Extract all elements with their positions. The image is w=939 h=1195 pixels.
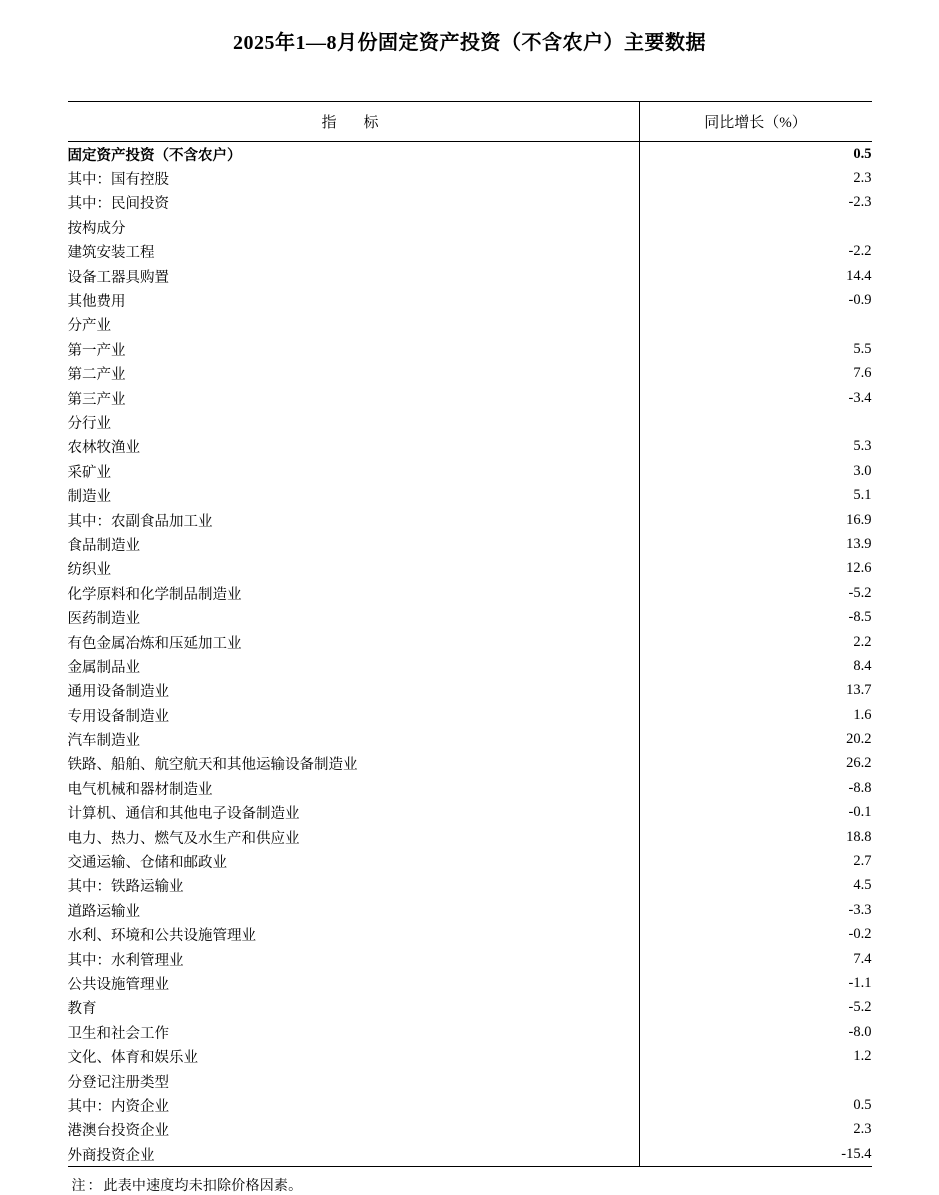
row-value: -8.8	[848, 779, 872, 796]
row-label: 通用设备制造业	[68, 679, 640, 703]
table-row	[68, 1069, 872, 1093]
row-label: 外商投资企业	[68, 1142, 640, 1167]
table-row	[68, 435, 872, 459]
row-value	[639, 215, 872, 239]
table-row	[68, 313, 872, 337]
row-value: 26.2	[846, 755, 872, 772]
row-value: -2.2	[848, 243, 872, 260]
table-row	[68, 630, 872, 654]
row-label: 道路运输业	[68, 898, 640, 922]
table-row	[68, 947, 872, 971]
row-label: 化学原料和化学制品制造业	[68, 581, 640, 605]
row-value: 7.4	[853, 950, 872, 967]
row-value: 16.9	[846, 511, 872, 528]
table-row	[68, 996, 872, 1020]
table-note	[68, 1167, 872, 1195]
row-value: 5.5	[853, 340, 872, 357]
data-table-container	[68, 101, 872, 1167]
table-row	[68, 1118, 872, 1142]
row-value: 2.3	[853, 170, 872, 187]
table-row	[68, 849, 872, 873]
row-label: 设备工器具购置	[68, 264, 640, 288]
row-label: 固定资产投资（不含农户）	[68, 142, 640, 167]
row-value: 4.5	[853, 877, 872, 894]
table-row	[68, 386, 872, 410]
table-row	[68, 532, 872, 556]
row-value: 7.6	[853, 365, 872, 382]
row-value: -3.4	[848, 389, 872, 406]
row-value: 2.7	[853, 853, 872, 870]
fixed-asset-investment-table	[68, 101, 872, 1167]
row-label: 其中：内资企业	[68, 1093, 640, 1117]
row-label: 文化、体育和娱乐业	[68, 1044, 640, 1068]
row-value: 14.4	[846, 267, 872, 284]
table-header-row	[68, 102, 872, 142]
table-row	[68, 801, 872, 825]
row-value	[639, 1069, 872, 1093]
table-row	[68, 1044, 872, 1068]
row-label: 采矿业	[68, 459, 640, 483]
row-value	[639, 313, 872, 337]
row-label: 纺织业	[68, 557, 640, 581]
row-label: 港澳台投资企业	[68, 1118, 640, 1142]
table-row	[68, 337, 872, 361]
row-value: -3.3	[848, 901, 872, 918]
column-header-indicator: 指 标	[68, 102, 640, 142]
row-value: -5.2	[848, 584, 872, 601]
row-label: 第一产业	[68, 337, 640, 361]
row-value: 13.9	[846, 535, 872, 552]
table-row	[68, 264, 872, 288]
table-row	[68, 727, 872, 751]
row-value: 1.6	[853, 706, 872, 723]
note-text: 此表中速度均未扣除价格因素。	[103, 1179, 303, 1195]
table-row	[68, 825, 872, 849]
row-value: 20.2	[846, 731, 872, 748]
table-row	[68, 581, 872, 605]
table-row	[68, 215, 872, 239]
table-row	[68, 1020, 872, 1044]
table-row	[68, 752, 872, 776]
table-row	[68, 605, 872, 629]
table-row	[68, 898, 872, 922]
table-row	[68, 971, 872, 995]
row-value: -5.2	[848, 999, 872, 1016]
row-label: 其中：农副食品加工业	[68, 508, 640, 532]
row-value: 8.4	[853, 657, 872, 674]
row-value: -2.3	[848, 194, 872, 211]
row-value: 5.1	[853, 487, 872, 504]
table-row	[68, 923, 872, 947]
row-label: 农林牧渔业	[68, 435, 640, 459]
row-label: 其中：民间投资	[68, 191, 640, 215]
row-value: -8.5	[848, 609, 872, 626]
row-value: -1.1	[848, 974, 872, 991]
row-label: 计算机、通信和其他电子设备制造业	[68, 801, 640, 825]
row-label: 汽车制造业	[68, 727, 640, 751]
row-label: 教育	[68, 996, 640, 1020]
row-value: -8.0	[848, 1023, 872, 1040]
table-row	[68, 703, 872, 727]
row-value: -0.2	[848, 926, 872, 943]
row-label: 交通运输、仓储和邮政业	[68, 849, 640, 873]
row-value: 13.7	[846, 682, 872, 699]
row-label: 分登记注册类型	[68, 1069, 640, 1093]
row-value: 0.5	[853, 145, 872, 162]
row-value: 2.3	[853, 1121, 872, 1138]
row-label: 铁路、船舶、航空航天和其他运输设备制造业	[68, 752, 640, 776]
row-label: 建筑安装工程	[68, 240, 640, 264]
row-label: 按构成分	[68, 215, 640, 239]
row-value: -0.1	[848, 804, 872, 821]
table-row	[68, 776, 872, 800]
table-row	[68, 654, 872, 678]
table-row	[68, 557, 872, 581]
table-row	[68, 679, 872, 703]
row-value: 12.6	[846, 560, 872, 577]
row-value: 1.2	[853, 1048, 872, 1065]
table-row	[68, 874, 872, 898]
table-row	[68, 1142, 872, 1167]
row-label: 其中：铁路运输业	[68, 874, 640, 898]
note-label: 注：	[71, 1179, 104, 1195]
row-label: 公共设施管理业	[68, 971, 640, 995]
row-label: 其中：国有控股	[68, 166, 640, 190]
row-label: 第二产业	[68, 362, 640, 386]
row-value: 2.2	[853, 633, 872, 650]
table-body	[68, 142, 872, 1167]
row-value: -15.4	[639, 1142, 872, 1167]
row-value: 5.3	[853, 438, 872, 455]
row-label: 水利、环境和公共设施管理业	[68, 923, 640, 947]
row-label: 其他费用	[68, 288, 640, 312]
table-row	[68, 483, 872, 507]
row-label: 制造业	[68, 483, 640, 507]
document-page	[0, 26, 939, 1195]
table-row	[68, 142, 872, 167]
table-row	[68, 1093, 872, 1117]
row-label: 有色金属冶炼和压延加工业	[68, 630, 640, 654]
row-label: 金属制品业	[68, 654, 640, 678]
row-label: 分产业	[68, 313, 640, 337]
table-row	[68, 459, 872, 483]
table-row	[68, 240, 872, 264]
table-row	[68, 410, 872, 434]
page-title: 2025年1—8月份固定资产投资（不含农户）主要数据	[233, 32, 706, 54]
table-row	[68, 508, 872, 532]
table-row	[68, 191, 872, 215]
row-value: 3.0	[853, 462, 872, 479]
row-label: 其中：水利管理业	[68, 947, 640, 971]
table-row	[68, 362, 872, 386]
row-value	[639, 410, 872, 434]
table-row	[68, 166, 872, 190]
row-value: 18.8	[846, 828, 872, 845]
row-label: 电力、热力、燃气及水生产和供应业	[68, 825, 640, 849]
row-label: 专用设备制造业	[68, 703, 640, 727]
row-label: 分行业	[68, 410, 640, 434]
column-header-growth: 同比增长（%）	[639, 102, 872, 142]
row-label: 卫生和社会工作	[68, 1020, 640, 1044]
table-row	[68, 288, 872, 312]
row-label: 电气机械和器材制造业	[68, 776, 640, 800]
row-value: -0.9	[848, 292, 872, 309]
row-value: 0.5	[853, 1096, 872, 1113]
table-header	[68, 102, 872, 142]
row-label: 食品制造业	[68, 532, 640, 556]
row-label: 医药制造业	[68, 605, 640, 629]
row-label: 第三产业	[68, 386, 640, 410]
